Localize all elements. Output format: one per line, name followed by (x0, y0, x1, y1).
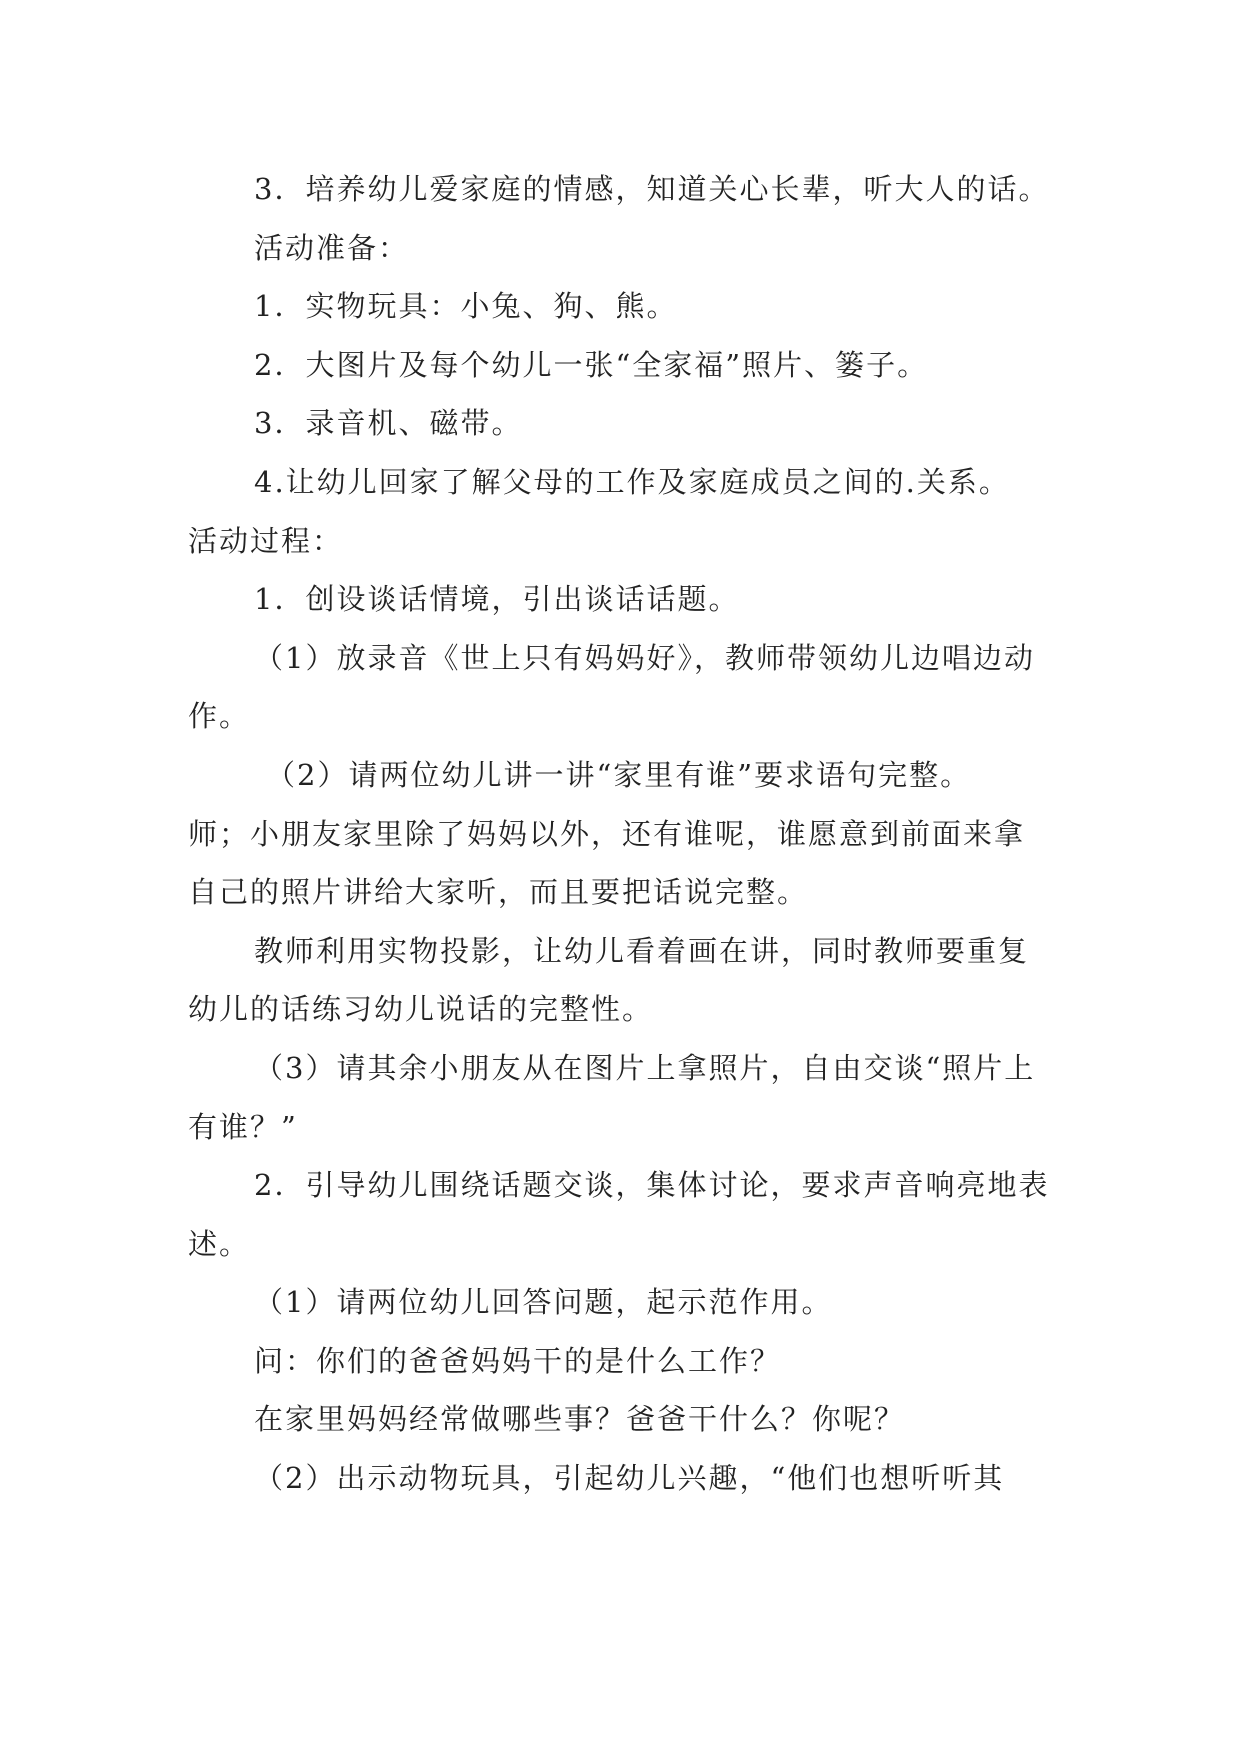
paragraph-process-2-1: （1）请两位幼儿回答问题，起示范作用。 (254, 1285, 833, 1320)
paragraph-process-1-3: （3）请其余小朋友从在图片上拿照片，自由交谈“照片上有谁？” (188, 1050, 1036, 1144)
paragraph-process-1-2: （2）请两位幼儿讲一讲“家里有谁”要求语句完整。 (266, 757, 972, 792)
paragraph-preparation-1: 1．实物玩具：小兔、狗、熊。 (254, 289, 678, 324)
paragraph-preparation-4: 4.让幼儿回家了解父母的工作及家庭成员之间的.关系。 (254, 464, 1010, 499)
paragraph-process-1: 1．创设谈话情境，引出谈话话题。 (254, 582, 740, 617)
paragraph-home-question: 在家里妈妈经常做哪些事？爸爸干什么？你呢？ (254, 1402, 906, 1437)
paragraph-goal-3: 3．培养幼儿爱家庭的情感，知道关心长辈，听大人的话。 (254, 172, 1050, 206)
paragraph-process-1-1: （1）放录音《世上只有妈妈好》，教师带领幼儿边唱边动作。 (188, 640, 1035, 734)
paragraph-process-2: 2．引导幼儿围绕话题交谈，集体讨论，要求声音响亮地表述。 (188, 1168, 1050, 1261)
paragraph-teacher-question: 师；小朋友家里除了妈妈以外，还有谁呢，谁愿意到前面来拿自己的照片讲给大家听，而且要把话说完整。 (188, 816, 1026, 910)
paragraph-teacher-projection: 教师利用实物投影，让幼儿看着画在讲，同时教师要重复幼儿的话练习幼儿说话的完整性。 (188, 933, 1030, 1027)
paragraph-preparation-heading: 活动准备： (254, 230, 410, 265)
paragraph-preparation-2: 2．大图片及每个幼儿一张“全家福”照片、篓子。 (254, 347, 929, 382)
paragraph-preparation-3: 3．录音机、磁带。 (254, 406, 523, 441)
paragraph-process-2-2: （2）出示动物玩具，引起幼儿兴趣，“他们也想听听其 (254, 1461, 1005, 1496)
document-body (188, 160, 1054, 1508)
paragraph-question: 问：你们的爸爸妈妈干的是什么工作？ (254, 1343, 782, 1378)
paragraph-process-heading: 活动过程： (188, 523, 344, 558)
